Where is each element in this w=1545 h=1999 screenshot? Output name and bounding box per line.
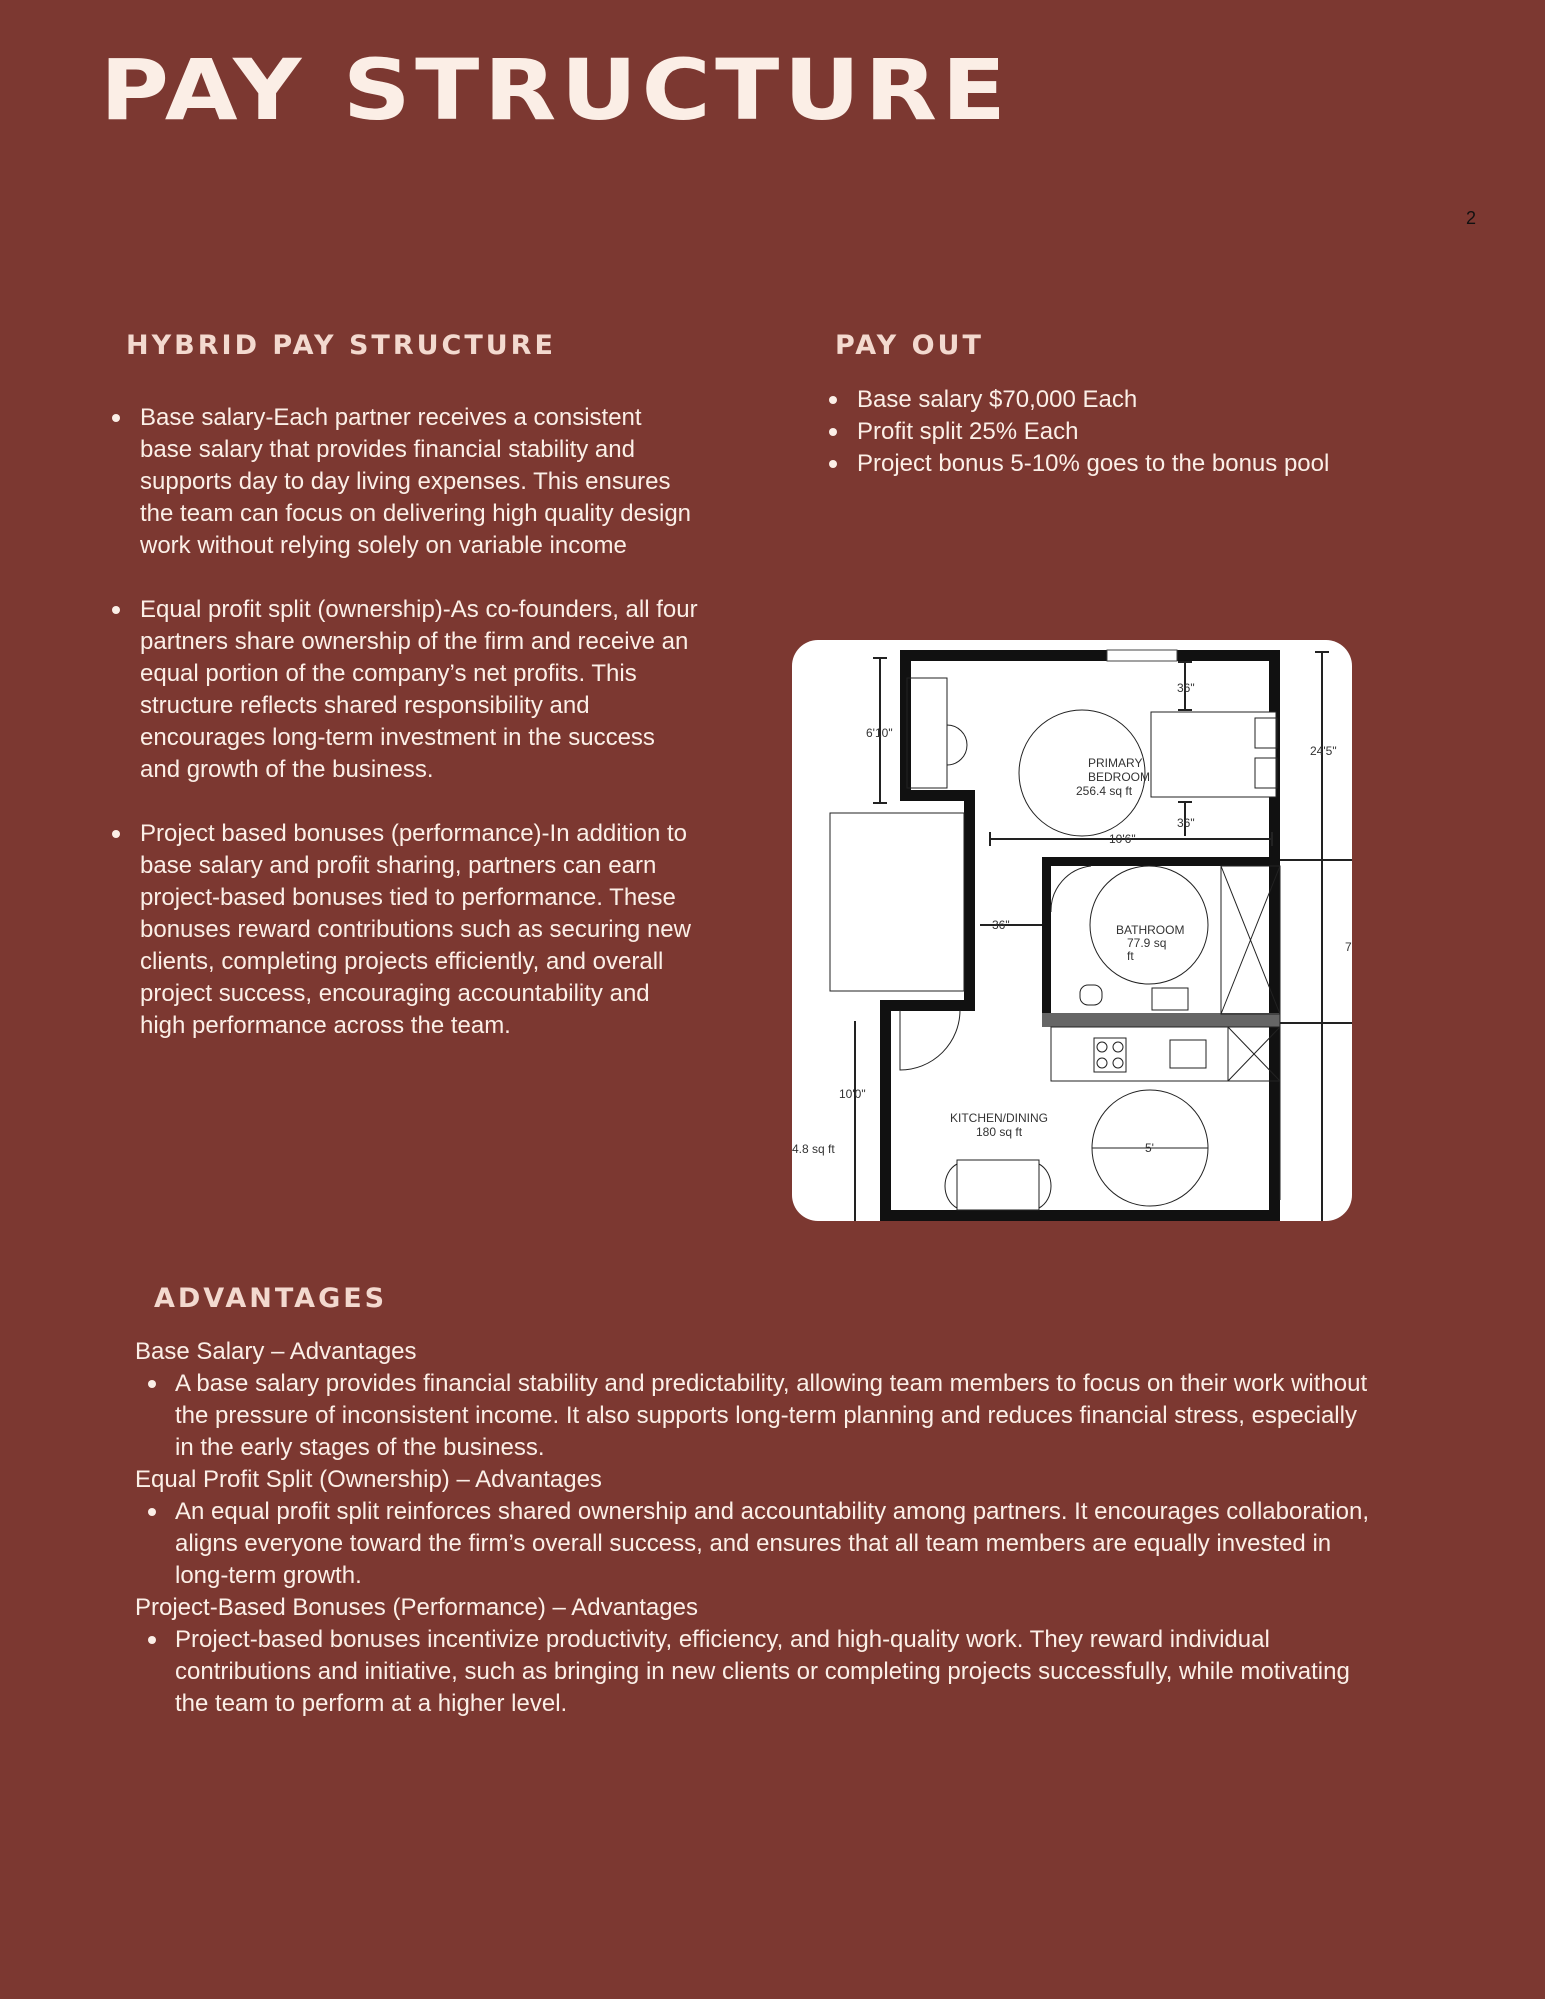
payout-heading: PAY OUT <box>835 330 984 361</box>
dim-6-10: 6'10" <box>866 726 893 740</box>
adv-bonuses-title: Project-Based Bonuses (Performance) – Advantages <box>135 1594 698 1621</box>
hybrid-item-bonuses: Project based bonuses (performance)-In addition to base salary and profit sharing, partners can earn project-based bonuses tied to performance. These bonuses reward contributions such as securing new clients, completing projects efficiently, and overall project success, encouraging accountability and high performance across the team. <box>140 818 700 1042</box>
hybrid-heading: HYBRID PAY STRUCTURE <box>126 330 556 361</box>
bedroom-area: 256.4 sq ft <box>1076 784 1133 798</box>
adv-base-salary-title: Base Salary – Advantages <box>135 1338 417 1365</box>
hybrid-list <box>140 402 700 1074</box>
dim-36-hall: 36" <box>992 918 1010 932</box>
bedroom-label-1: PRIMARY <box>1088 756 1143 770</box>
bedroom-label-2: BEDROOM <box>1088 770 1151 784</box>
payout-item-salary: Base salary $70,000 Each <box>857 384 1497 416</box>
dim-10-0: 10'0" <box>839 1087 866 1101</box>
advantages-section <box>135 1336 1375 1720</box>
payout-item-profit: Profit split 25% Each <box>857 416 1497 448</box>
dim-7: 7 <box>1345 940 1352 954</box>
dim-10-6: 10'6" <box>1109 832 1136 846</box>
kitchen-area: 180 sq ft <box>976 1125 1023 1139</box>
page-number: 2 <box>1466 208 1477 228</box>
bath-label: BATHROOM <box>1116 923 1185 937</box>
dim-36-mid: 36" <box>1177 816 1195 830</box>
adv-bonuses-text: Project-based bonuses incentivize productivity, efficiency, and high-quality work. They reward individual contributions and initiative, such as bringing in new clients or completing projects successfully, while motivating the team to perform at a higher level. <box>175 1624 1375 1720</box>
dim-5: 5' <box>1145 1141 1154 1155</box>
adv-profit-split-title: Equal Profit Split (Ownership) – Advantages <box>135 1466 602 1493</box>
adv-base-salary-text: A base salary provides financial stability and predictability, allowing team members to focus on their work without the pressure of inconsistent income. It also supports long-term planning and reduces financial stress, especially in the early stages of the business. <box>175 1368 1375 1464</box>
payout-list <box>857 384 1497 480</box>
hybrid-item-profit-split: Equal profit split (ownership)-As co-founders, all four partners share ownership of the firm and receive an equal portion of the company’s net profits. This structure reflects shared responsibility and encourages long-term investment in the success and growth of the business. <box>140 594 700 786</box>
dim-24-5: 24'5" <box>1310 744 1337 758</box>
adv-profit-split-text: An equal profit split reinforces shared ownership and accountability among partners. It encourages collaboration, aligns everyone toward the firm’s overall success, and ensures that all team members are equally invested in long-term growth. <box>175 1496 1375 1592</box>
advantages-heading: ADVANTAGES <box>154 1283 388 1314</box>
payout-item-bonus: Project bonus 5-10% goes to the bonus pool <box>857 448 1497 480</box>
kitchen-label: KITCHEN/DINING <box>950 1111 1049 1125</box>
floor-plan-image <box>792 640 1352 1221</box>
cut-area: 4.8 sq ft <box>792 1142 835 1156</box>
page-title: PAY STRUCTURE <box>100 41 1011 139</box>
dim-36-top: 36" <box>1177 681 1195 695</box>
bath-area-1: 77.9 sq <box>1127 936 1167 950</box>
hybrid-item-base-salary: Base salary-Each partner receives a consistent base salary that provides financial stability and supports day to day living expenses. This ensures the team can focus on delivering high quality design work without relying solely on variable income <box>140 402 700 562</box>
bath-area-2: ft <box>1127 949 1134 963</box>
